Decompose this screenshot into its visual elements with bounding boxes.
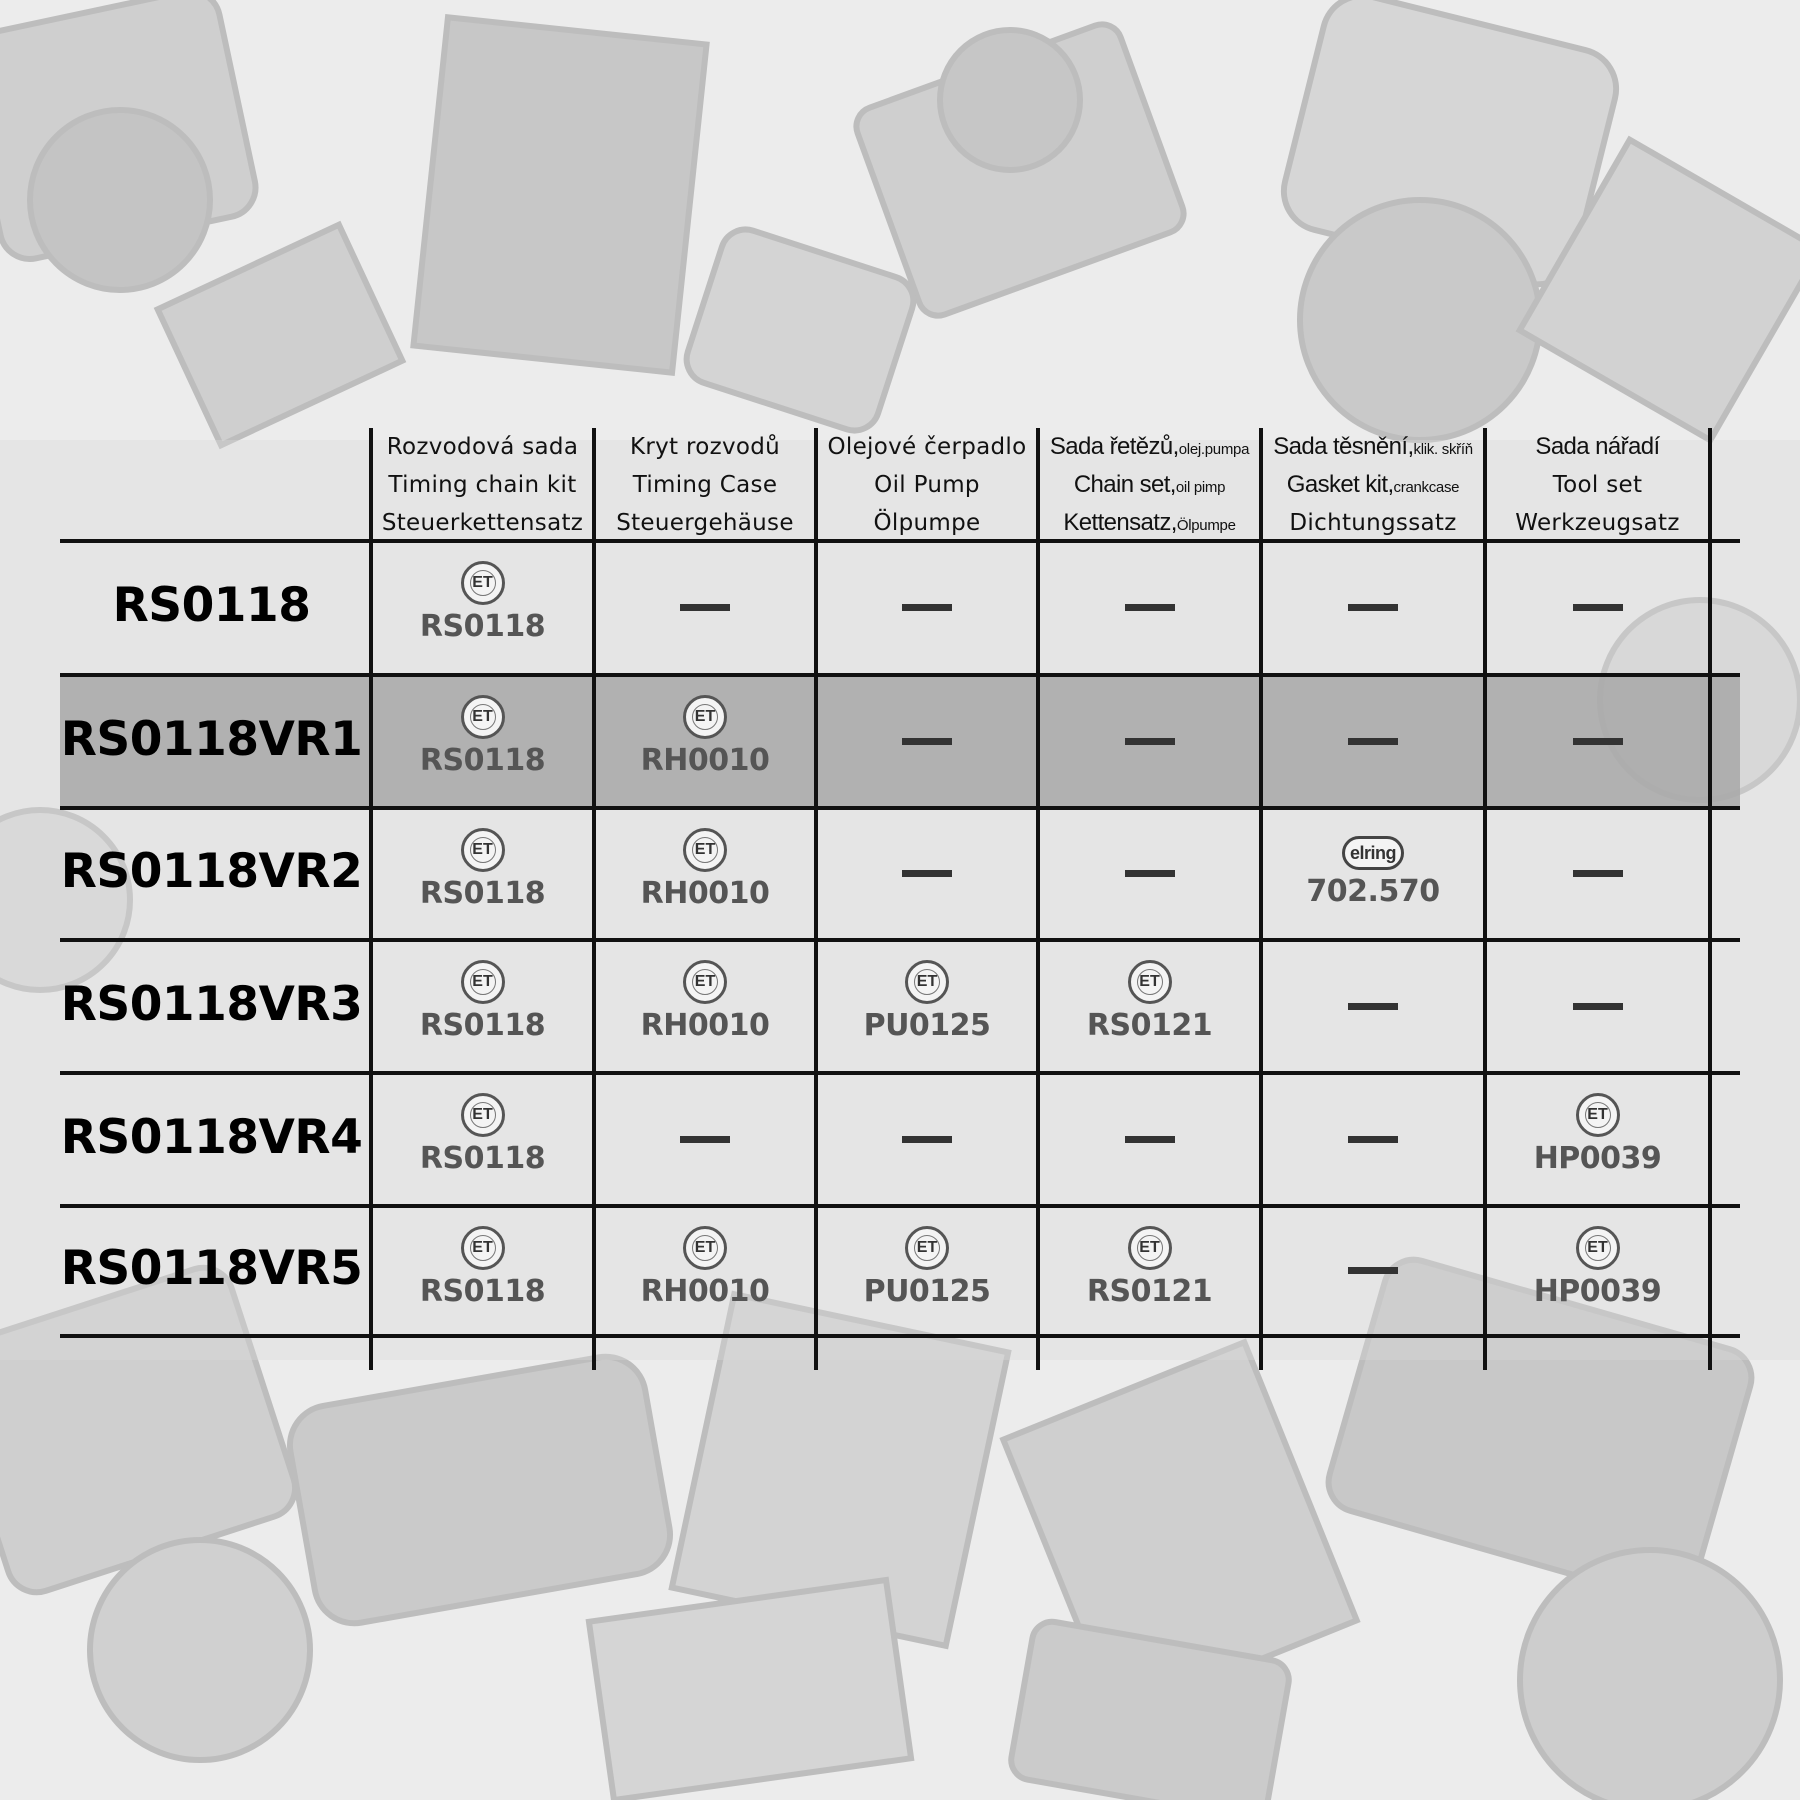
- logo-text: ET: [472, 708, 493, 725]
- logo-text: ET: [694, 708, 716, 725]
- column-header-line: [596, 504, 814, 542]
- not-included-dash: [1573, 738, 1623, 745]
- et-logo: [1128, 960, 1172, 1004]
- part-number: RS0118: [419, 1274, 546, 1309]
- logo-text: ET: [1139, 1239, 1160, 1256]
- et-logo: [461, 695, 505, 739]
- column-header-line: [373, 428, 592, 466]
- part-number: RH0010: [640, 1008, 770, 1043]
- et-logo: [683, 1226, 727, 1270]
- column-header-text: Olejové čerpadlo: [827, 434, 1027, 460]
- not-included-dash: [1125, 1136, 1175, 1143]
- part-number: RH0010: [640, 743, 770, 778]
- logo-text: ET: [1587, 1106, 1608, 1123]
- not-included-dash: [1125, 870, 1175, 877]
- column-header: [1263, 428, 1483, 542]
- column-header-subtext: crankcase: [1393, 479, 1460, 496]
- column-header-line: [596, 466, 814, 504]
- part-cell: [375, 561, 590, 644]
- column-header-line: [818, 466, 1036, 504]
- column-header-line: [1263, 466, 1483, 504]
- part-cell: [598, 695, 812, 778]
- et-logo: [461, 828, 505, 872]
- et-logo: [461, 1093, 505, 1137]
- part-number: RS0118: [419, 1008, 546, 1043]
- part-cell: [1042, 960, 1257, 1043]
- part-cell: [1489, 1226, 1706, 1309]
- column-header-text: Steuergehäuse: [616, 510, 794, 536]
- not-included-dash: [902, 870, 952, 877]
- part-number: PU0125: [863, 1008, 991, 1043]
- column-header-line: [1040, 466, 1259, 504]
- column-header-line: [596, 428, 814, 466]
- not-included-dash: [1573, 870, 1623, 877]
- column-header-text: Tool set: [1552, 472, 1643, 498]
- column-header-line: [1487, 428, 1708, 466]
- row-label: RS0118: [112, 578, 311, 633]
- et-logo: [1128, 1226, 1172, 1270]
- logo-text: ET: [694, 973, 716, 990]
- column-header-text: Sada řetězů,: [1049, 433, 1179, 460]
- part-cell: [1042, 1226, 1257, 1309]
- not-included-dash: [1348, 1136, 1398, 1143]
- column-header-text: Timing Case: [632, 472, 778, 498]
- column-header-line: [818, 428, 1036, 466]
- not-included-dash: [902, 1136, 952, 1143]
- et-logo: [905, 1226, 949, 1270]
- column-header: [596, 428, 814, 542]
- et-logo: [683, 695, 727, 739]
- column-header-line: [1040, 428, 1259, 466]
- et-logo: [1576, 1226, 1620, 1270]
- part-cell: [375, 960, 590, 1043]
- column-header: [1487, 428, 1708, 542]
- part-cell: [1265, 828, 1481, 909]
- part-number: RH0010: [640, 1274, 770, 1309]
- part-cell: [375, 695, 590, 778]
- not-included-dash: [1348, 1003, 1398, 1010]
- column-header-subtext: oil pimp: [1175, 479, 1226, 496]
- elring-logo: [1342, 836, 1404, 870]
- part-number: RS0121: [1086, 1274, 1213, 1309]
- column-header-line: [373, 466, 592, 504]
- et-logo: [683, 828, 727, 872]
- not-included-dash: [1348, 738, 1398, 745]
- row-label: RS0118VR2: [60, 844, 363, 899]
- column-header-text: Oil Pump: [874, 472, 980, 498]
- not-included-dash: [1348, 604, 1398, 611]
- column-header-text: Chain set,: [1073, 471, 1176, 498]
- part-number: 702.570: [1306, 874, 1440, 909]
- et-logo: [905, 960, 949, 1004]
- column-header-text: Sada těsnění,: [1273, 433, 1414, 460]
- column-header: [1040, 428, 1259, 542]
- column-header-text: Sada nářadí: [1535, 433, 1660, 460]
- column-header-text: Werkzeugsatz: [1515, 510, 1680, 536]
- column-header-text: Kryt rozvodů: [629, 434, 781, 460]
- not-included-dash: [1125, 604, 1175, 611]
- not-included-dash: [1573, 604, 1623, 611]
- part-cell: [598, 960, 812, 1043]
- et-logo: [461, 1226, 505, 1270]
- column-header-text: Dichtungssatz: [1289, 510, 1457, 536]
- column-header-subtext: klik. skříň: [1413, 441, 1473, 458]
- logo-text: elring: [1349, 843, 1396, 863]
- part-cell: [375, 1226, 590, 1309]
- part-number: HP0039: [1533, 1141, 1662, 1176]
- part-number: RS0118: [419, 1141, 546, 1176]
- column-header-line: [373, 504, 592, 542]
- column-header-text: Timing chain kit: [388, 472, 577, 498]
- logo-text: ET: [694, 841, 716, 858]
- part-number: RS0121: [1086, 1008, 1213, 1043]
- column-header-line: [1040, 504, 1259, 542]
- et-logo: [461, 960, 505, 1004]
- part-number: RS0118: [419, 609, 546, 644]
- not-included-dash: [902, 604, 952, 611]
- column-header-line: [1487, 504, 1708, 542]
- part-cell: [820, 1226, 1034, 1309]
- row-label: RS0118VR1: [60, 711, 363, 767]
- column-header-subtext: Ölpumpe: [1176, 517, 1236, 534]
- logo-text: ET: [694, 1239, 716, 1256]
- part-number: HP0039: [1533, 1274, 1662, 1309]
- part-cell: [375, 828, 590, 911]
- column-header-text: Steuerkettensatz: [381, 510, 584, 536]
- et-logo: [461, 561, 505, 605]
- column-header-subtext: olej.pumpa: [1178, 441, 1250, 458]
- row-label: RS0118VR4: [60, 1109, 363, 1165]
- not-included-dash: [1125, 738, 1175, 745]
- logo-text: ET: [1139, 973, 1160, 990]
- part-number: RS0118: [419, 876, 546, 911]
- et-logo: [683, 960, 727, 1004]
- logo-text: ET: [472, 973, 493, 990]
- column-header-line: [818, 504, 1036, 542]
- logo-text: ET: [916, 973, 938, 990]
- not-included-dash: [1573, 1003, 1623, 1010]
- not-included-dash: [680, 604, 730, 611]
- row-label: RS0118VR3: [60, 976, 363, 1032]
- column-header-text: Kettensatz,: [1063, 509, 1177, 536]
- et-logo: [1576, 1093, 1620, 1137]
- column-header-line: [1487, 466, 1708, 504]
- part-number: PU0125: [863, 1274, 991, 1309]
- logo-text: ET: [472, 841, 493, 858]
- part-cell: [375, 1093, 590, 1176]
- part-cell: [820, 960, 1034, 1043]
- not-included-dash: [1348, 1267, 1398, 1274]
- column-header: [818, 428, 1036, 542]
- column-header-text: Rozvodová sada: [386, 434, 579, 460]
- part-cell: [598, 1226, 812, 1309]
- logo-text: ET: [472, 1106, 493, 1123]
- column-header: [373, 428, 592, 542]
- row-label: RS0118VR5: [60, 1241, 363, 1296]
- column-header-text: Gasket kit,: [1286, 471, 1394, 498]
- column-header-line: [1263, 504, 1483, 542]
- not-included-dash: [902, 738, 952, 745]
- column-header-line: [1263, 428, 1483, 466]
- part-cell: [1489, 1093, 1706, 1176]
- part-number: RS0118: [419, 743, 546, 778]
- part-cell: [598, 828, 812, 911]
- not-included-dash: [680, 1136, 730, 1143]
- logo-text: ET: [1587, 1239, 1608, 1256]
- logo-text: ET: [916, 1239, 938, 1256]
- logo-text: ET: [472, 1239, 493, 1256]
- part-number: RH0010: [640, 876, 770, 911]
- column-header-text: Ölpumpe: [873, 510, 981, 536]
- logo-text: ET: [472, 574, 493, 591]
